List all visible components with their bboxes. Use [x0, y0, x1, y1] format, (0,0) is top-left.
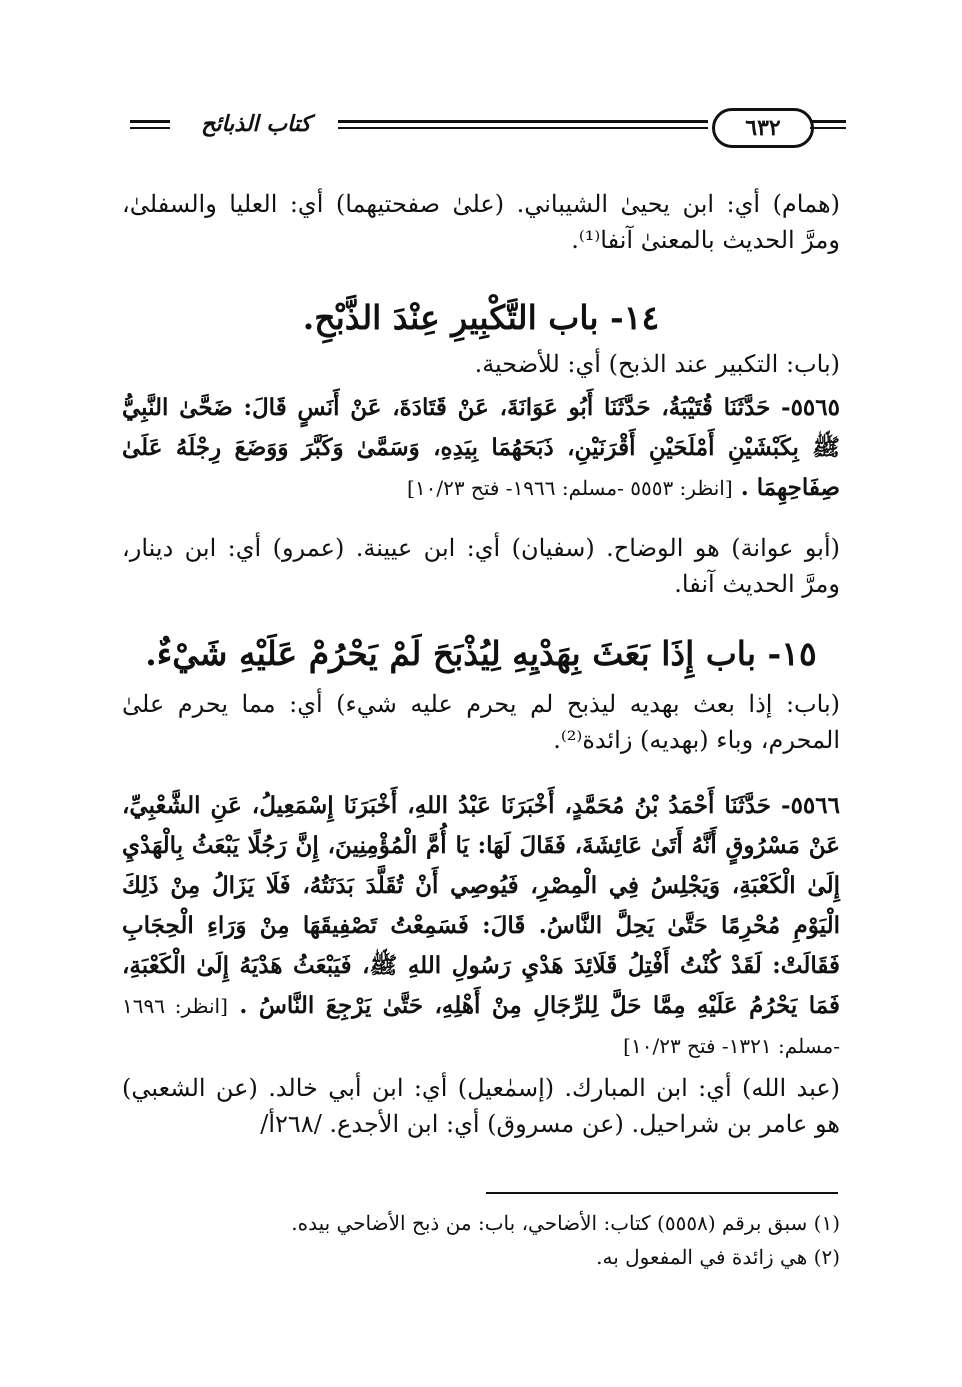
footnote-divider — [486, 1192, 838, 1194]
running-title: كتاب الذبائح — [201, 111, 311, 137]
commentary-text: (باب: التكبير عند الذبح) أي: للأضحية. — [474, 350, 840, 378]
page-header — [120, 108, 840, 148]
footnote-2: (٢) هي زائدة في المفعول به. — [596, 1245, 840, 1269]
chapter-heading-15: ١٥- باب إِذَا بَعَثَ بِهَدْيِهِ لِيُذْبَحَ لَمْ يَحْرُمْ عَلَيْهِ شَيْءٌ. — [145, 634, 817, 673]
commentary-text: (همام) أي: ابن يحيىٰ الشيباني. (علىٰ صفحتيهما) أي: العليا والسفلىٰ، ومرَّ الحديث بالمعنىٰ آنفا⁽¹⁾. — [122, 190, 840, 254]
hadith-reference: [انظر: ١٦٩٦ -مسلم: ١٣٢١- فتح ١٠/٢٣] — [122, 994, 840, 1058]
commentary-paragraph-2 — [122, 346, 840, 382]
commentary-paragraph-5 — [122, 1070, 840, 1142]
commentary-paragraph-4 — [122, 686, 840, 758]
commentary-text: (باب: إذا بعث بهديه ليذبح لم يحرم عليه شيء) أي: مما يحرم علىٰ المحرم، وباء (بهديه) زائدة⁽²⁾. — [122, 690, 840, 754]
hadith-5566 — [122, 786, 840, 1066]
page-number: ٦٣٢ — [712, 108, 814, 148]
hadith-text: ٥٥٦٦- حَدَّثَنَا أَحْمَدُ بْنُ مُحَمَّدٍ، أَخْبَرَنَا عَبْدُ اللهِ، أَخْبَرَنَا إِسْمَعِيلُ، عَنِ الشَّعْبِيِّ، عَنْ مَسْرُوقٍ أَنَّهُ أَتَىٰ عَائِشَةَ، فَقَالَ لَهَا: يَا أُمَّ الْمُؤْمِنِينَ، إِنَّ رَجُلًا يَبْعَثُ بِالْهَدْيِ إِلَىٰ الْكَعْبَةِ، وَيَجْلِسُ فِي الْمِصْرِ، فَيُوصِي أَنْ تُقَلَّدَ بَدَنَتُهُ، فَلَا يَزَالُ مِنْ ذَلِكَ الْيَوْمِ مُحْرِمًا حَتَّىٰ يَحِلَّ النَّاسُ. قَالَ: فَسَمِعْتُ تَصْفِيقَهَا مِنْ وَرَاءِ الْحِجَابِ فَقَالَتْ: لَقَدْ كُنْتُ أَفْتِلُ قَلَائِدَ هَدْيِ رَسُولِ اللهِ ﷺ، فَيَبْعَثُ هَدْيَهُ إِلَىٰ الْكَعْبَةِ، فَمَا يَحْرُمُ عَلَيْهِ مِمَّا حَلَّ لِلرِّجَالِ مِنْ أَهْلِهِ، حَتَّىٰ يَرْجِعَ النَّاسُ . — [122, 792, 841, 1019]
commentary-text: (أبو عوانة) هو الوضاح. (سفيان) أي: ابن عيينة. (عمرو) أي: ابن دينار، ومرَّ الحديث آنفا. — [122, 534, 840, 598]
footnote-1: (١) سبق برقم (٥٥٥٨) كتاب: الأضاحي، باب: من ذبح الأضاحي بيده. — [291, 1211, 840, 1235]
chapter-heading-14: ١٤- باب التَّكْبِيرِ عِنْدَ الذَّبْحِ. — [302, 298, 660, 337]
header-rule-long — [338, 120, 708, 129]
header-rule-right — [810, 120, 846, 129]
header-rule-left — [130, 120, 170, 129]
hadith-reference: [انظر: ٥٥٥٣ -مسلم: ١٩٦٦- فتح ١٠/٢٣] — [407, 476, 733, 500]
hadith-text: ٥٥٦٥- حَدَّثَنَا قُتَيْبَةُ، حَدَّثَنَا أَبُو عَوَانَةَ، عَنْ قَتَادَةَ، عَنْ أَنَسٍ قَالَ: ضَحَّىٰ النَّبِيُّ ﷺ بِكَبْشَيْنِ أَمْلَحَيْنِ أَقْرَنَيْنِ، ذَبَحَهُمَا بِيَدِهِ، وَسَمَّىٰ وَكَبَّرَ وَوَضَعَ رِجْلَهُ عَلَىٰ صِفَاحِهِمَا . — [122, 394, 840, 501]
commentary-paragraph-3 — [122, 530, 840, 602]
commentary-paragraph-1 — [122, 186, 840, 258]
hadith-5565 — [122, 388, 840, 508]
footnotes — [122, 1206, 840, 1274]
commentary-text: (عبد الله) أي: ابن المبارك. (إسمٰعيل) أي: ابن أبي خالد. (عن الشعبي) هو عامر بن شراحيل. (عن مسروق) أي: ابن الأجدع. /٢٦٨أ/ — [122, 1074, 840, 1138]
